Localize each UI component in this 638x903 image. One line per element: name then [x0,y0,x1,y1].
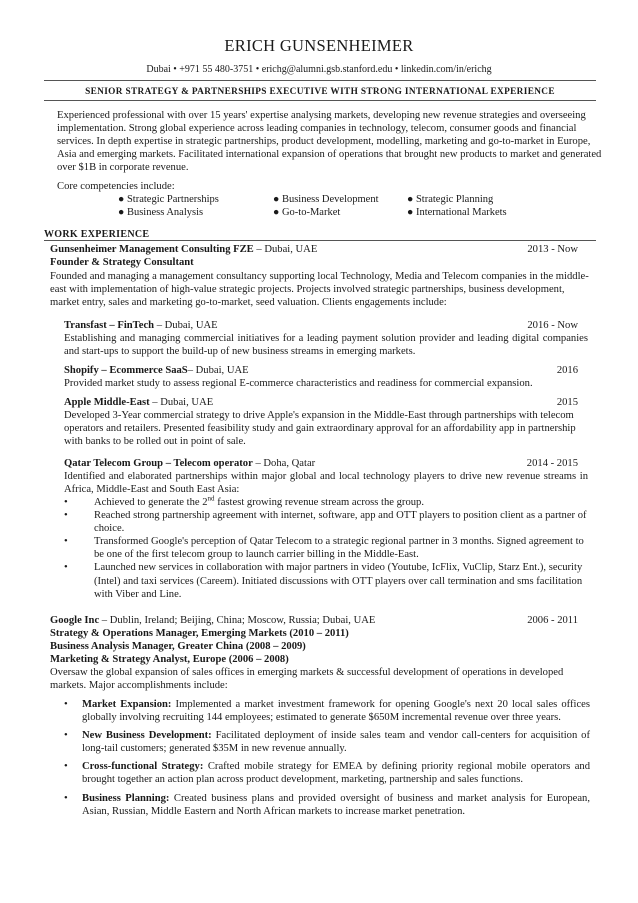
list-item [50,729,590,755]
client-description: Identified and elaborated partnerships within major global and local technology players to drive new revenue streams in Africa, Middle-East and South East Asia: [64,471,588,496]
accomplishment-label: New Business Development: [82,730,212,742]
client-name: Qatar Telecom Group – Telecom operator [64,458,253,469]
top-rule [44,80,596,81]
accomplishment-label: Market Expansion: [82,699,172,710]
client-location: – Doha, Qatar [252,458,316,469]
candidate-name: ERICH GUNSENHEIMER [224,36,414,55]
client-header [64,457,578,470]
accomplishment-text: Facilitated deployment of inside sales team and vendor call-centers for acquisition of long-tail customers; generated $35M in new revenue annually. [82,730,590,755]
client-description: Provided market study to assess regional E-commerce characteristics and readiness for commercial expansion. [64,378,533,389]
section-rule [44,240,596,241]
list-item: • Launched new services in collaboration with major partners in video (Youtube, IcFlix, VuClip, Starz Ent.), security (Intel) and taxi services (Careem). Initiated discussions with OTT players over call termination and sms facilitation with Viber and Line. [64,561,588,600]
tagline-rule [44,100,596,101]
client-header [64,319,578,332]
client-location: – Dubai, UAE [154,320,218,331]
client-dates: 2016 - Now [527,320,578,331]
client-location: – Dubai, UAE [187,365,249,376]
job-description: Founded and managing a management consultancy supporting local Technology, Media and Telecom companies in the middle-east with implementation of high-value strategic projects. Projects involved strategic partnerships, business development, market entry, sales and marketing go-to-market, seed valuation. Clients engagements include: [50,271,589,309]
accomplishment-text: Implemented a market investment framework for opening Google's next 20 local sales offices globally involving recruiting 144 employees; estimated to generate $650M incremental revenue over three years. [82,699,590,724]
company-name: Gunsenheimer Management Consulting FZE [50,244,254,255]
client-name: Apple Middle-East [64,397,150,408]
accomplishment-list [50,698,590,823]
list-item [50,792,590,818]
competency-item: ● Business Development [273,194,379,205]
section-heading-work-experience: WORK EXPERIENCE [44,229,150,240]
list-item [50,698,590,724]
job-header-gunsenheimer [50,243,578,256]
competency-item: ● Go-to-Market [273,207,341,218]
company-name: Google Inc [50,615,100,626]
core-competencies-label: Core competencies include: [57,181,175,192]
company-location: – Dubai, UAE [253,244,318,255]
client-description: Developed 3-Year commercial strategy to drive Apple's expansion in the Middle-East through partnerships with telecom operators and retailers. Presented feasibility study and gain extraordinary approval for an affordability app in partnership with banks to be rolled out in point of sale. [64,410,576,448]
competency-item: ● Business Analysis [118,207,204,218]
competency-item: ● Strategic Planning [407,194,494,205]
job-title: Marketing & Strategy Analyst, Europe (2006 – 2008) [50,654,289,665]
client-location: – Dubai, UAE [149,397,214,408]
accomplishment-label: Cross-functional Strategy: [82,761,204,773]
client-dates: 2015 [556,397,578,408]
list-item: • Achieved to generate the 2nd fastest growing revenue stream across the group. [64,496,588,509]
client-name: Shopify – Ecommerce SaaS [64,365,188,376]
summary-text: Experienced professional with over 15 years' expertise analysing markets, developing new revenue strategies and overseeing implementation. Strong global experience across leading companies in technology, telecom, consumer goods and financial services. In depth expertise in strategic partnerships, product development, modelling, marketing and go-to-market in Europe, Asia and emerging markets. Facilitated international expansion of operations that brought new products to market and generated over $1B in corporate revenue. [57,110,602,174]
client-header [64,396,578,409]
client-name: Transfast – FinTech [64,320,155,331]
job-title: Business Analysis Manager, Greater China (2008 – 2009) [50,641,306,652]
list-item [50,760,590,786]
client-dates: 2016 [556,365,578,376]
accomplishment-text: Crafted mobile strategy for EMEA by defining priority regional mobile operators and brought together an action plan across product development, marketing, partnership and sales functions. [82,761,590,786]
client-dates: 2014 - 2015 [526,458,578,469]
job-title: Strategy & Operations Manager, Emerging Markets (2010 – 2011) [50,628,349,639]
list-item: • Transformed Google's perception of Qatar Telecom to a strategic regional partner in 3 months. Signed agreement to be one of the first telecom group to launch carrier billing in the Middle-East. [64,535,588,561]
company-location: – Dublin, Ireland; Beijing, China; Moscow, Russia; Dubai, UAE [99,615,376,626]
accomplishment-label: Business Planning: [82,792,170,804]
competency-item: ● International Markets [407,207,507,218]
competency-item: ● Strategic Partnerships [118,194,219,205]
client-bullet-list [64,496,588,601]
accomplishment-text: Created business plans and provided oversight of business and market analysis for European, Asian, Russian, Middle Eastern and North African markets to increase market penetration. [82,792,590,817]
job-description: Oversaw the global expansion of sales offices in emerging markets & successful development of operations in developed markets. Major accomplishments include: [50,667,564,692]
job-header-google [50,614,578,627]
job-dates: 2006 - 2011 [527,615,578,626]
job-title: Founder & Strategy Consultant [50,257,194,268]
contact-line: Dubai • +971 55 480-3751 • erichg@alumni.gsb.stanford.edu • linkedin.com/in/erichg [146,64,492,75]
list-item: • Reached strong partnership agreement with internet, software, app and OTT players to position client as a partner of choice. [64,509,588,535]
client-description: Establishing and managing commercial initiatives for a leading payment solution provider and leading digital companies and start-ups to support the build-up of new business streams in emerging markets. [64,333,588,358]
client-header [64,364,578,377]
job-dates: 2013 - Now [527,244,578,255]
tagline: SENIOR STRATEGY & PARTNERSHIPS EXECUTIVE WITH STRONG INTERNATIONAL EXPERIENCE [85,87,555,97]
